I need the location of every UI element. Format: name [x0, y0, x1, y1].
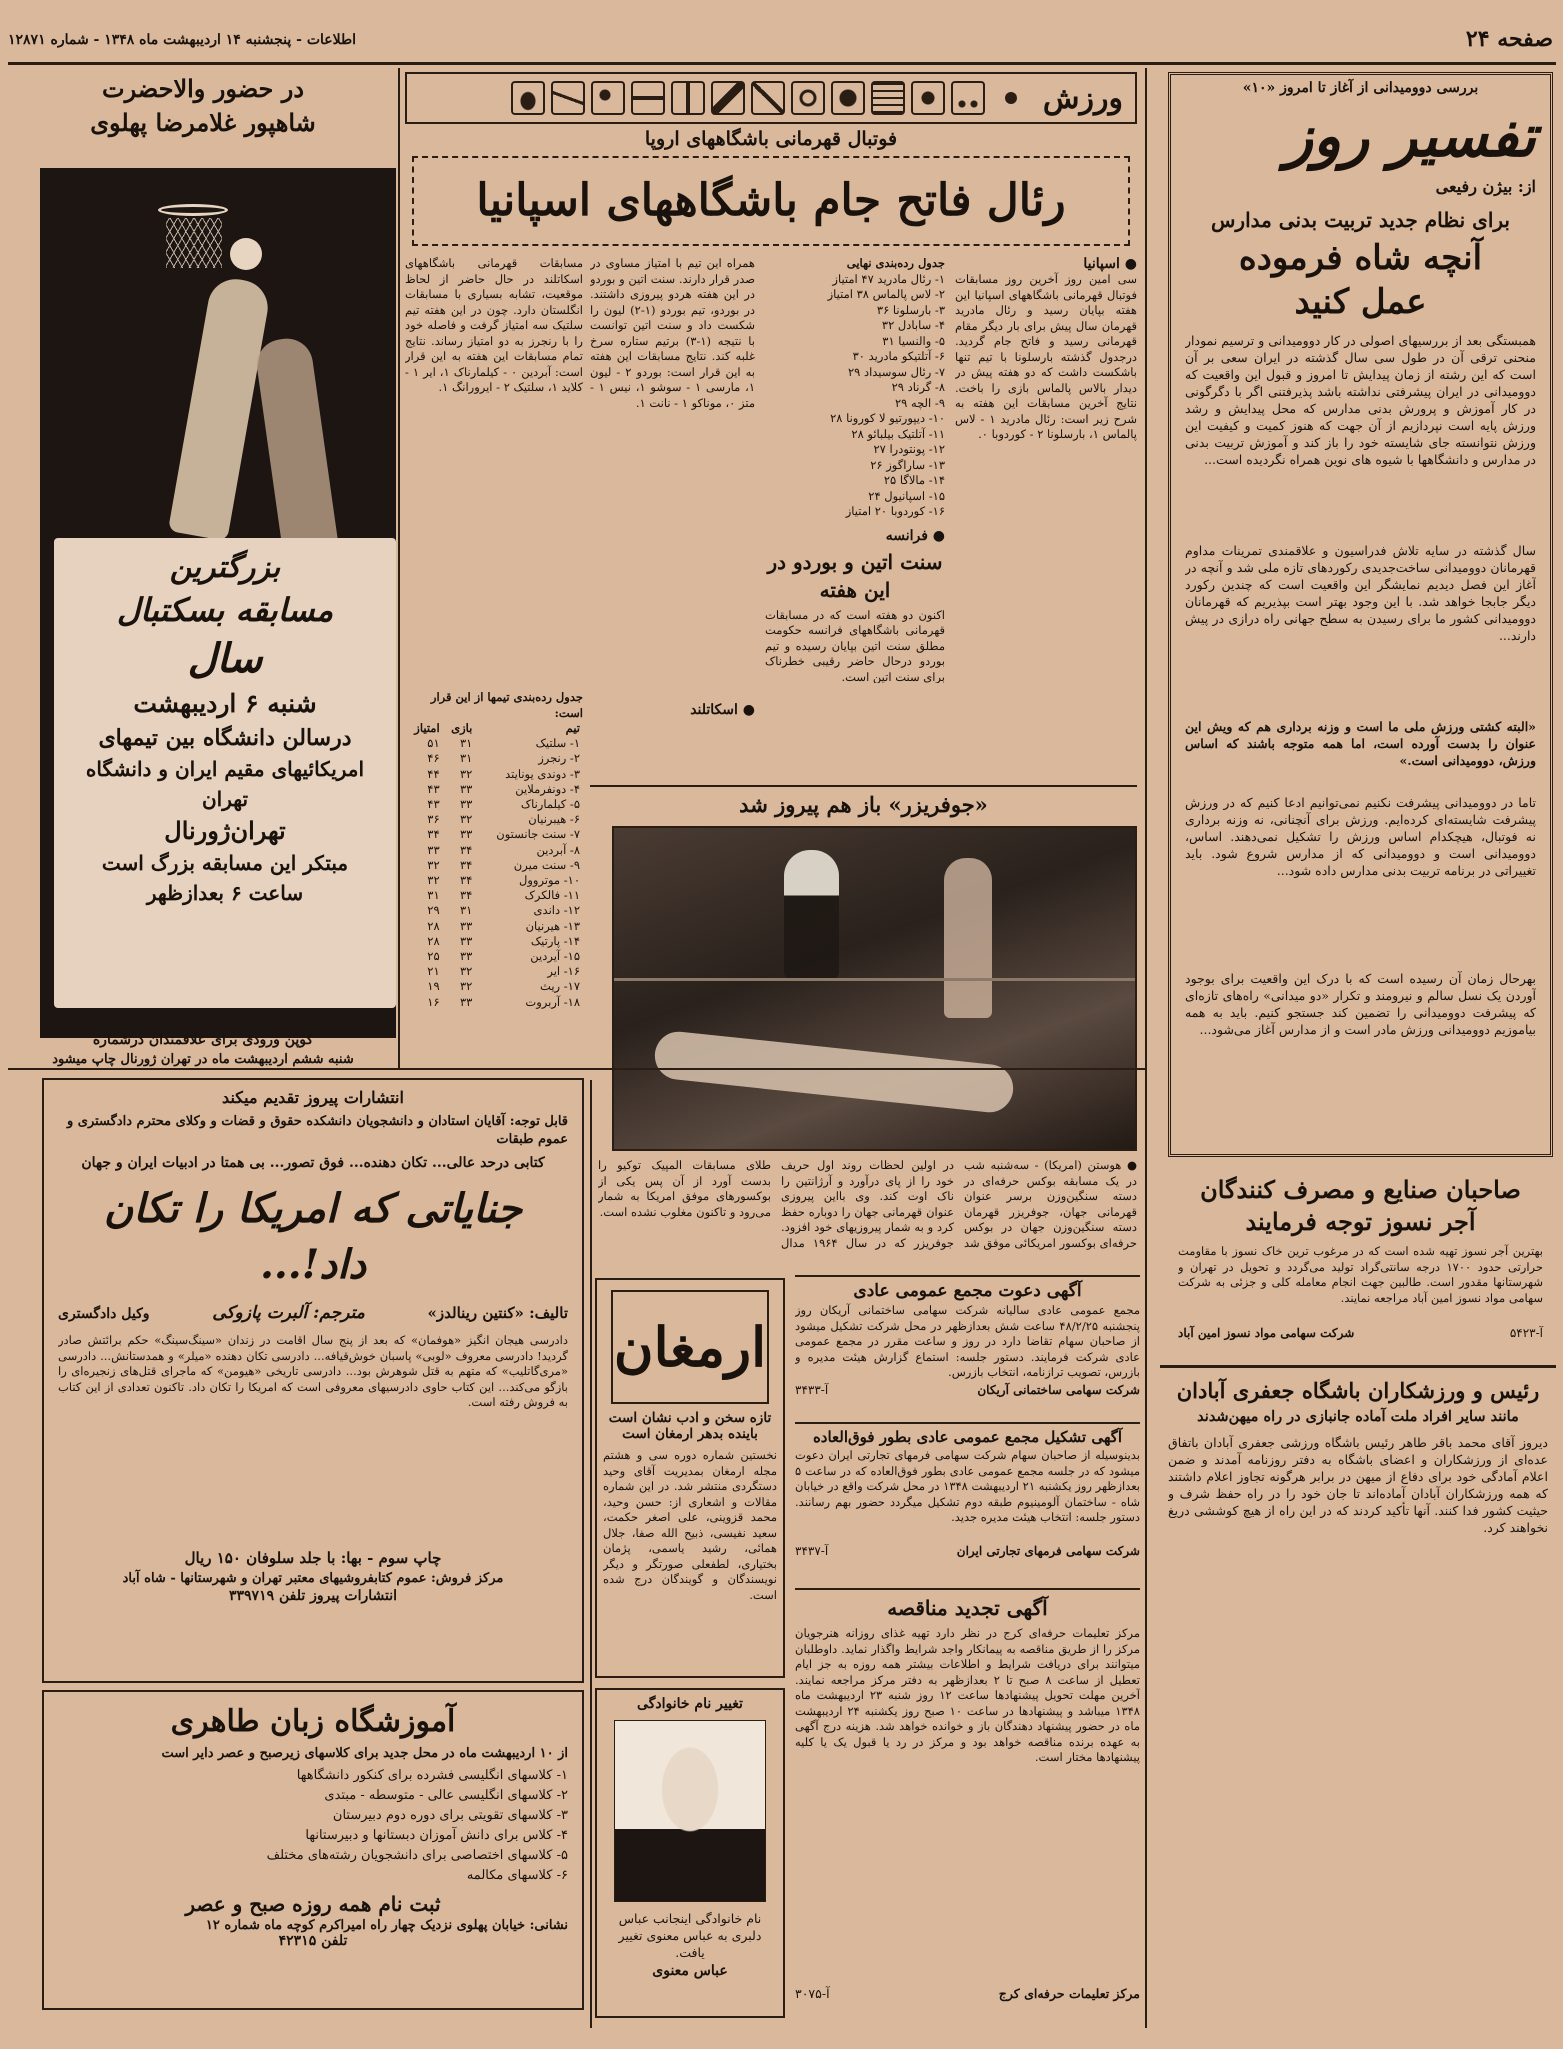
table-cell: ۱۵- آیردین	[530, 949, 580, 964]
table-cell: ۳۶	[427, 812, 440, 827]
table-cell: ۳۳	[460, 797, 473, 812]
brick-ad-body: بهترین آجر نسوز تهیه شده است که در مرغوب ترین خاک نسوز با مقاومت حرارتی حدود ۱۷۰۰ درجه سانتی‌گراد تولید می‌گردد و تحویل در تهران و شهرستانها مقدور است. طالبین جهت انجام معامله کلی و جزئی به شرکت سهامی مواد نسوز امین آباد مراجعه نمایند.	[1178, 1244, 1543, 1305]
sports-banner	[405, 72, 1137, 124]
athletics-icon	[671, 81, 705, 115]
table-cell: ۲۸	[427, 933, 440, 948]
book-ad-title: جنایاتی که امریکا را تکان داد!...	[103, 1185, 523, 1288]
table-cell: ۱۳- هیرنیان	[525, 918, 580, 933]
france-text: اکنون دو هفته است که در مسابقات قهرمانی باشگاههای فرانسه حکومت مطلق سنت اتین بپایان رسیده و تیم بوردو درحال حاضر رقیبی خطرناک برای سنت اتین است.	[765, 607, 945, 683]
book-ad-translator-role: وکیل دادگستری	[58, 1306, 150, 1322]
book-ad-tagline: کتابی درحد عالی... تکان دهنده... فوق تصور... بی همتا در ادبیات ایران و جهان	[81, 1155, 545, 1171]
skiing-icon	[551, 81, 585, 115]
ad-white-card	[54, 538, 396, 1008]
name-change-title: تغییر نام خانوادگی	[637, 1696, 743, 1712]
table-cell: ۳۴	[460, 888, 473, 903]
ring-ropes	[614, 978, 1137, 981]
football-headline: رئال فاتح جام باشگاههای اسپانیا	[476, 175, 1066, 226]
table-cell: ۳۲	[460, 964, 473, 979]
basketball-ad-title-2: مسابقه بسکتبال	[116, 591, 334, 629]
standings-row: ۲- لاس پالماس ۳۸ امتیاز	[827, 287, 945, 301]
standings-row: ۱۴- مالاگا ۲۵	[883, 473, 945, 487]
book-ad-sales: مرکز فروش: عموم کتابفروشیهای معتبر تهران و شهرستانها - شاه آباد	[122, 1571, 504, 1586]
book-ad-publisher: انتشارات پیروز تقدیم میکند	[222, 1088, 404, 1107]
list-item: ۲- کلاسهای انگلیسی عالی - متوسطه - مبتدی	[324, 1787, 568, 1803]
table-cell: ۳۳	[460, 949, 473, 964]
table-cell: ۲۱	[427, 964, 440, 979]
basketball-ball-icon	[230, 238, 262, 270]
basketball-ad-date: شنبه ۶ اردیبهشت	[133, 689, 317, 718]
table-row	[405, 903, 583, 918]
abadan-news-sub: مانند سایر افراد ملت آماده جانبازی در راه میهن‌شدند	[1197, 1408, 1519, 1425]
brick-ad	[1168, 1170, 1553, 1360]
table-cell: ۴۳	[427, 781, 440, 796]
table-row	[405, 827, 583, 842]
football-col-1	[955, 256, 1137, 786]
table-row	[405, 843, 583, 858]
basketball-ad-coupon-2: شنبه ششم اردیبهشت ماه در تهران ژورنال چاپ میشود	[52, 1052, 354, 1067]
tender-title: آگهی تجدید مناقصه	[887, 1596, 1048, 1620]
tafsir-headline-2: عمل کنید	[1294, 281, 1427, 322]
tafsir-logo	[1185, 103, 1536, 169]
standings-row: ۵- والنسیا ۳۱	[882, 333, 945, 348]
standings-row: ۶- آتلتیکو مادرید ۳۰	[852, 349, 945, 363]
table-header-cell: بازی	[451, 721, 473, 735]
table-row	[405, 873, 583, 888]
abadan-news-title: رئیس و ورزشکاران باشگاه جعفری آبادان	[1176, 1378, 1540, 1403]
tafsir-kicker: بررسی دوومیدانی از آغاز تا امروز «۱۰»	[1242, 80, 1479, 96]
table-cell: ۴- دونفرملاین	[515, 781, 580, 796]
table-cell: ۳۴	[460, 842, 473, 857]
table-row	[405, 751, 583, 766]
table-cell: ۱۶- ایر	[547, 964, 580, 979]
table-cell: ۳۱	[460, 751, 473, 766]
table-cell: ۴۳	[427, 797, 440, 812]
table-row	[405, 736, 583, 751]
football-col-2	[765, 256, 945, 766]
table-cell: ۴۴	[427, 766, 440, 781]
france-head: سنت اتین و بوردو در این هفته	[767, 549, 943, 602]
tafsir-body-1: همبستگی بعد از بررسیهای اصولی در کار دوومیدانی و ترسیم نمودار منحنی ترقی آن در طول سی سال گذشته در ایران سعی بر آن است که این رشته از زمان پیدایش تا امروز و قبول این واقعیت که دوومیدانی در ایران پیشرفتی نداشته باشد پذیرفتنی اگر با دگرگونی در کار آموزش و پرورش بدنی مدارس که محل پیدایش و رشد ورزش پایه است نپردازیم از آن جهت که هنوز کمیت و کیفیت این ورزش نتوانسته جای شایسته خود را باز کند و آموزش تربیت بدنی در مدارس و دانشگاهها با شیوه های نوین همراه نگردیده است...	[1185, 332, 1536, 467]
brick-ad-title-2: آجر نسوز توجه فرمایند	[1245, 1207, 1476, 1236]
table-cell: ۲۵	[427, 949, 440, 964]
table-row	[405, 812, 583, 827]
table-cell: ۳۴	[460, 873, 473, 888]
basketball-hoop-icon	[158, 204, 228, 216]
notice2-body: بدینوسیله از صاحبان سهام شرکت سهامی فرمهای تجارتی ایران دعوت میشود که در جلسه مجمع عمومی عادی بطور فوق‌العاده که در ساعت ۵ بعدازظهر روز یکشنبه ۲۱ اردیبهشت ۱۳۴۸ در محل شرکت واقع در خیابان شاه - ساختمان آلومینیوم طبقه دوم تشکیل میگردد حضور بهم رسانند. دستور جلسه: انتخاب هیئت مدیره جدید.	[795, 1448, 1140, 1524]
referee-figure	[784, 850, 839, 980]
table-cell: ۳۳	[460, 918, 473, 933]
basketball-ad	[8, 72, 398, 1072]
standings-row: ۳- بارسلونا ۳۶	[876, 302, 945, 317]
sports-banner-dot	[1005, 92, 1017, 104]
standings-row: ۱۶- کوردوبا ۲۰ امتیاز	[845, 504, 945, 518]
book-ad-contact: انتشارات پیروز تلفن ۳۳۹۷۱۹	[229, 1588, 397, 1604]
table-cell: ۳۴	[427, 827, 440, 842]
basketball-ad-panel	[40, 168, 396, 1038]
tafsir-byline: از: بیژن رفیعی	[1435, 176, 1536, 196]
language-school-address: نشانی: خیابان پهلوی نزدیک چهار راه امیراکرم کوچه ماه شماره ۱۲	[205, 1917, 568, 1933]
tafsir-body-4: بهرحال زمان آن رسیده است که با درک این واقعیت برای بوجود آوردن یک نسل سالم و نیرومند و تکرار «دو میدانی» راه‌های تازه‌ای که پیشرفت دوومیدانی را تضمین کند جستجو کنیم. باید به همه بیاموزیم دوومیدانی ورزش مادر است و از مدارس آغاز می‌شود...	[1185, 970, 1536, 1037]
sports-icon-strip	[511, 81, 985, 115]
table-cell: ۳۳	[460, 781, 473, 796]
notice1-title: آگهی دعوت مجمع عمومی عادی	[853, 1281, 1082, 1301]
france-label: ● فرانسه	[885, 527, 945, 544]
table-cell: ۵- کیلمارناک	[520, 797, 580, 812]
notice2-code: آ-۳۴۳۷	[795, 1544, 829, 1558]
scotland-table	[405, 721, 583, 1010]
boxer-down	[652, 1029, 1015, 1114]
language-school-register: ثبت نام همه روزه صبح و عصر	[185, 1891, 441, 1916]
standings-row: ۴- سابادل ۳۲	[881, 318, 945, 332]
standings-row: ۸- گرناد ۲۹	[891, 380, 945, 394]
table-cell: ۱۶	[427, 994, 440, 1009]
basketball-ad-top-1: در حضور والاحضرت	[101, 74, 305, 103]
table-cell: ۳۳	[427, 842, 440, 857]
book-ad	[42, 1078, 584, 1683]
list-item: ۴- کلاس برای دانش آموزان دبستانها و دبیرستانها	[305, 1827, 568, 1843]
table-cell: ۳۱	[460, 903, 473, 918]
abadan-news	[1160, 1372, 1556, 2022]
swimming-icon	[871, 81, 905, 115]
tafsir-box	[1168, 72, 1553, 1157]
brick-ad-code: آ-۵۴۲۳	[1509, 1326, 1543, 1340]
spain-standings	[765, 272, 945, 520]
tafsir-logo-text: تفسیر روز	[1285, 101, 1536, 170]
book-ad-credits	[58, 1303, 568, 1323]
table-cell: ۳۲	[460, 812, 473, 827]
football-col-4	[405, 256, 583, 1051]
table-row	[405, 934, 583, 949]
armaghan-ad	[595, 1278, 785, 1678]
football-mid-text: همراه این تیم با امتیاز مساوی در صدر قرار دارند. سنت اتین و بوردو در این هفته هردو پیروزی داشتند. در بوردو، تیم بوردو (۱-۲) لیون را شکست داد و سنت اتین توانست با نتیجه (۱-۳) برتیم ستاره سرخ غلبه کند. نتایج مسابقات این هفته به این قرار است: بوردو ۲ - لیون ۱، مارسی ۱ - سوشو ۱، نیس ۱ - متز ۰، موناکو ۱ - نانت ۱.	[590, 256, 755, 410]
table-cell: ۳۲	[427, 873, 440, 888]
table-cell: ۴۶	[427, 751, 440, 766]
table-cell: ۵۱	[427, 736, 440, 751]
column-divider-right	[1145, 68, 1147, 2028]
table-cell: ۹- سنت میرن	[513, 857, 580, 872]
name-change-ad	[595, 1688, 785, 2018]
volleyball-icon	[751, 81, 785, 115]
standings-row: ۱۰- دیپورتیو لا کورونا ۲۸	[830, 411, 945, 425]
basketball-ad-title-3: سال	[187, 635, 263, 682]
boxing-icon	[911, 81, 945, 115]
sports-banner-title: ورزش	[1042, 80, 1123, 116]
boxing-photo	[612, 826, 1137, 1151]
book-ad-price: چاپ سوم - بها: با جلد سلوفان ۱۵۰ ریال	[184, 1549, 442, 1567]
table-cell: ۱۷- ریث	[540, 979, 580, 994]
table-cell: ۱۴- پارتیک	[530, 933, 580, 948]
brick-ad-footer	[1178, 1326, 1543, 1340]
table-cell: ۱- سلتیک	[535, 736, 580, 751]
book-ad-desc: دادرسی هیجان انگیز «هوفمان» که بعد از پنج سال اقامت در زندان «سینگ‌سینگ» حکم برائتش صادر گردید! دادرسی معروف «لوبی» پاسبان خوش‌قیافه... دادرسی تکان دهنده «میلر» و همدستانش... دادرسی «مری‌گاتلیب» که متهم به قتل شوهرش بود... دادرسی تاریخی «هیومن» که ماجرای قتل‌های زنجیره‌ای را بازگو می‌کند... این کتاب حاوی دادرسیهای معروفی است که امریکا را تکان داد. تاکنون تعدادی از این کتاب به فروش رفته است.	[58, 1333, 568, 1409]
brick-ad-rule	[1160, 1365, 1556, 1368]
page-number: صفحه ۲۴	[1465, 26, 1553, 52]
name-change-body: نام خانوادگی اینجانب عباس دلبری به عباس معنوی تغییر یافت.	[618, 1911, 762, 1960]
table-cell: ۳۱	[427, 888, 440, 903]
standings-row: ۹- الچه ۲۹	[894, 395, 945, 410]
football-icon	[791, 81, 825, 115]
table-cell: ۲- رنجرز	[538, 751, 580, 766]
brick-ad-title-1: صاحبان صنایع و مصرف کنندگان	[1200, 1175, 1521, 1204]
notice2-footer	[795, 1544, 1140, 1558]
notice-extraordinary-meeting	[795, 1422, 1140, 1580]
left-section-rule	[8, 1068, 1145, 1070]
armaghan-logo: ارمغان	[611, 1290, 769, 1404]
standings-row: ۷- رئال سوسیداد ۲۹	[847, 364, 945, 379]
tender-code: آ-۳۰۷۵	[795, 1986, 830, 2001]
portrait-photo	[614, 1720, 766, 1902]
table-cell: ۱۰- موتروول	[518, 873, 580, 888]
scotland-text: مسابقات قهرمانی باشگاههای اسکاتلند در حال حاضر از لحاظ موقعیت، تشابه بسیاری با مسابقات انگلستان دارد. چون در این هفته تیم سلتیک سه امتیاز گرفت و فاصله خود را با رنجرز به دو امتیاز رساند. نتایج تمام مسابقات این هفته به این قرار است: آبردین ۰ - کیلمارناک ۱، ایر ۱ - کلاید ۱، سلتیک ۲ - ایرورانگ ۱.	[405, 256, 583, 394]
table-cell: ۱۸- آربروت	[525, 994, 580, 1009]
table-cell: ۳۱	[460, 736, 473, 751]
armaghan-tagline-2: باینده بدهر ارمغان است	[622, 1426, 758, 1442]
standings-row: ۱۱- آتلتیک بیلبائو ۲۸	[851, 426, 945, 441]
basketball-ad-initiator: مبتکر این مسابقه بزرگ است	[101, 851, 349, 875]
table-cell: ۸- آبردین	[536, 842, 580, 857]
table-cell: ۲۸	[427, 918, 440, 933]
bicycle-icon	[951, 81, 985, 115]
masthead-line: اطلاعات - پنجشنبه ۱۴ اردیبهشت ماه ۱۳۴۸ - شماره ۱۲۸۷۱	[8, 32, 357, 48]
table-cell: ۱۱- فالکرک	[524, 888, 580, 903]
language-school-title: آموزشگاه زبان طاهری	[170, 1704, 456, 1739]
table-cell: ۳۳	[460, 933, 473, 948]
table-header-row	[405, 721, 583, 736]
notice1-body: مجمع عمومی عادی سالیانه شرکت سهامی ساختمانی آریکان روز پنجشنبه ۴۸/۲/۲۵ ساعت شش بعدازظهر در محل شرکت تشکیل میشود از صاحبان سهام تقاضا دارد در روز و ساعت مقرر در مجمع عمومی عادی شرکت فرمایند. دستور جلسه: استماع گزارش هیئت مدیره و بازرس، تصویب ترازنامه، انتخاب بازرس.	[795, 1303, 1140, 1379]
standings-title: جدول رده‌بندی نهایی	[846, 256, 945, 270]
table-row	[405, 979, 583, 994]
table-row	[405, 919, 583, 934]
scotland-label: ● اسکاتلند	[690, 702, 755, 718]
list-item: ۳- کلاسهای تقویتی برای دوره دوم دبیرستان	[332, 1807, 568, 1823]
wrestling-icon	[711, 81, 745, 115]
abadan-news-body: دیروز آقای محمد باقر طاهر رئیس باشگاه ورزشی جعفری آبادان باتفاق عده‌ای از ورزشکاران و اعضای باشگاه به دفتر روزنامه آمدند و ضمن اعلام آمادگی خود برای دفاع از میهن در برابر هرگونه تجاوز اعلام داشتند که همه ورزشکاران آبادان آماده‌اند تا جان خود را در راه حفظ شرف و حیثیت کشور فدا کنند. آنها تأکید کردند که در این راه از هیچ کوششی دریغ نخواهند کرد.	[1168, 1435, 1548, 1535]
standings-row: ۱۲- پونتودرا ۲۷	[873, 442, 945, 456]
page-header	[0, 18, 1563, 62]
notice1-footer	[795, 1383, 1140, 1397]
basketball-net	[166, 218, 222, 268]
table-row	[405, 995, 583, 1010]
rowing-icon	[631, 81, 665, 115]
tender-body: مرکز تعلیمات حرفه‌ای کرج در نظر دارد تهیه غذای روزانه هنرجویان مرکز را از طریق مناقصه به پیمانکار واجد شرایط واگذار نماید. داوطلبان میتوانند برای دریافت شرایط و اطلاعات بیشتر همه روزه به جز ایام تعطیل از ساعت ۸ صبح تا ۲ بعدازظهر به دفتر مرکز مراجعه نمایند. آخرین مهلت تحویل پیشنهادها ساعت ۱۲ روز شنبه ۲۳ اردیبهشت ماه ۱۳۴۸ میباشد و پیشنهادها در ساعت ۱۰ صبح روز یکشنبه ۲۴ اردیبهشت ماه در حضور پیشنهاد دهندگان باز و خوانده خواهد شد. هزینه درج آگهی به عهده برنده مناقصه خواهد بود و مرکز در رد یا قبول یک یا کلیه پیشنهادها مختار است.	[795, 1626, 1140, 1764]
table-cell: ۱۲- داندی	[533, 903, 580, 918]
table-row	[405, 964, 583, 979]
table-row	[405, 767, 583, 782]
notice1-sign: شرکت سهامی ساختمانی آریکان	[977, 1383, 1140, 1397]
basketball-ad-venue-3: تهران	[201, 787, 249, 811]
basketball-ad-sponsor: تهران‌ژورنال	[164, 816, 286, 845]
spain-text: سی امین روز آخرین روز مسابقات فوتبال قهرمانی باشگاههای اسپانیا این هفته بپایان رسید و رئال مادرید قهرمان سال پیش برای بار دیگر مقام قهرمانی رسید و فاتح جام گردید. درجدول گذشته بارسلونا با تیم تنها باشکست داشت که دو هفته پیش در دیدار بالاس پالماس بازی را باخت. نتایج آخرین مسابقات این هفته به شرح زیر است: رئال مادرید ۱ - لاس پالماس ۱، بارسلونا ۲ - کوردوبا ۰.	[955, 272, 1137, 441]
table-cell: ۳- دوندی یونایتد	[505, 766, 580, 781]
tafsir-body-2: سال گذشته در سایه تلاش فدراسیون و علاقمندی تمرینات مداوم قهرمانان دوومیدانی ساخت‌جدیدی رکوردهای تازه ملی شد و آنچه در آغاز این فصل دیدیم نمایشگر این واقعیت است که چندین رکورد دیگر جابجا خواهد شد. با این وجود بهتر است بپذیریم که قهرمانان دوومیدانی کشور ما برای رسیدن به سطح جهانی راه درازی در پیش دارند...	[1185, 542, 1536, 643]
basketball-ad-coupon-1: کوپن ورودی برای علاقمندان درشماره	[92, 1032, 314, 1048]
header-rule	[8, 62, 1556, 65]
notice1-code: آ-۳۴۳۳	[795, 1383, 829, 1397]
table-cell: ۷- سنت جانستون	[496, 827, 580, 842]
notice-tender	[795, 1588, 1140, 2020]
table-cell: ۳۳	[460, 994, 473, 1009]
standings-row: ۱۳- ساراگوز ۲۶	[870, 457, 945, 472]
basketball-ad-time: ساعت ۶ بعدازظهر	[146, 881, 304, 905]
basketball-ad-title-1: بزرگترین	[169, 550, 281, 585]
notice2-sign: شرکت سهامی فرمهای تجارتی ایران	[956, 1544, 1140, 1558]
name-change-sign: عباس معنوی	[652, 1963, 728, 1979]
boxing-top-rule	[590, 785, 1137, 787]
column-divider-mid	[590, 1080, 592, 2028]
tafsir-body-3: تاما در دوومیدانی پیشرفت نکنیم نمی‌توانیم ادعا کنیم که در ورزش پیشرفت شایسته‌ای کرده‌ایم. ورزش برای آنچنانی، نه وزنه برداری نه فوتبال، هیچکدام اساس ورزش را تشکیل نمی‌دهند. اساس، دوومیدانی است و دوومیدانی که از مدارس شروع شود. باید تغییراتی در برنامه تربیت بدنی مدارس داده شود...	[1185, 794, 1536, 878]
spain-label: ● اسپانیا	[1083, 256, 1137, 272]
football-kicker: فوتبال قهرمانی باشگاههای اروپا	[644, 128, 898, 150]
table-header-cell: تیم	[565, 721, 580, 735]
tafsir-headline-1: آنچه شاه فرموده	[1238, 237, 1483, 278]
tafsir-quote: «البته کشتی ورزش ملی ما است و وزنه برداری هم که ویش این عنوان را بدست آورده است، اما همه متوجه باشند که اساس ورزش، دوومیدانی است.»	[1185, 718, 1536, 768]
football-headline-box	[412, 156, 1130, 246]
table-cell: ۳۲	[460, 979, 473, 994]
table-cell: ۲۹	[427, 903, 440, 918]
list-item: ۱- کلاسهای انگلیسی فشرده برای کنکور دانشگاهها	[296, 1767, 568, 1783]
table-cell: ۶- هیبرنیان	[528, 812, 580, 827]
basketball-ad-venue-2: امریکائیهای مقیم ایران و دانشگاه	[85, 757, 365, 781]
table-row	[405, 797, 583, 812]
armaghan-tagline-1: تازه سخن و ادب نشان است	[608, 1410, 772, 1426]
basketball-ad-top-2: شاهپور غلامرضا پهلوی	[90, 108, 316, 137]
table-row	[405, 858, 583, 873]
table-cell: ۳۳	[460, 827, 473, 842]
brick-ad-sign: شرکت سهامی مواد نسوز امین آباد	[1178, 1326, 1355, 1340]
language-school-ad	[42, 1690, 584, 2010]
armaghan-body: نخستین شماره دوره سی و هشتم مجله ارمغان بمدیریت آقای وحید دستگردی منتشر شد. در این شماره مقالات و اشعاری از: حسن وحید، محمد قزوینی، علی اصغر حکمت، سعید نفیسی، ذبیح الله صفا، جلال همائی، رشید یاسمی، پژمان بختیاری، لطفعلی صورتگر و دیگر نویسندگان و گویندگان درج شده است.	[603, 1448, 777, 1602]
left-top-divider	[398, 68, 400, 1068]
table-header-cell: امتیاز	[414, 721, 440, 735]
tafsir-subhead: برای نظام جدید تربیت بدنی مدارس	[1211, 207, 1510, 232]
table-row	[405, 949, 583, 964]
book-ad-note: قابل توجه: آقایان استادان و دانشجویان دانشکده حقوق و قضات و وکلای محترم دادگستری و عموم طبقات	[66, 1114, 568, 1147]
tennis-icon	[591, 81, 625, 115]
standings-row: ۱۵- اسپانیول ۲۴	[868, 488, 945, 503]
horse-icon	[511, 81, 545, 115]
boxing-headline: «جوفریزر» باز هم پیروز شد	[739, 792, 988, 817]
table-row	[405, 782, 583, 797]
table-row	[405, 888, 583, 903]
list-item: ۶- کلاسهای مکالمه	[466, 1867, 568, 1883]
football-col-3	[590, 256, 755, 776]
table-cell: ۱۹	[427, 979, 440, 994]
notice-general-meeting	[795, 1275, 1140, 1417]
table-cell: ۳۲	[427, 857, 440, 872]
book-ad-author: تالیف: «کنتین رینالدز»	[427, 1304, 568, 1322]
basketball-ad-venue-1: درسالن دانشگاه بین تیمهای	[98, 725, 352, 751]
language-school-phone: تلفن ۴۲۳۱۵	[278, 1933, 348, 1949]
tender-sign: مرکز تعلیمات حرفه‌ای کرج	[998, 1986, 1140, 2001]
basketball-icon	[831, 81, 865, 115]
tender-footer	[795, 1986, 1140, 2001]
boxer-standing	[944, 858, 992, 1018]
table-cell: ۳۲	[460, 766, 473, 781]
standings-row: ۱- رئال مادرید ۴۷ امتیاز	[832, 271, 945, 286]
book-ad-translator: مترجم: آلبرت پازوکی	[212, 1303, 365, 1323]
notice2-title: آگهی تشکیل مجمع عمومی عادی بطور فوق‌العاده	[812, 1428, 1123, 1446]
boxing-caption: ● هوستن (امریکا) - سه‌شنبه شب در یک مسابقه بوکس حرفه‌ای در دسته سنگین‌وزن برسر عنوان قهرمانی جهان، جوفریزر قهرمان دسته سنگین‌وزن جهان در بوکس حرفه‌ای بوکسور امریکائی موفق شد در اولین لحظات روند اول حریف خود را از پای درآورد و آرژانتین را ناک اوت کند. وی بااین پیروزی عنوان قهرمانی جهان را دوباره حفظ کرد و به شمار پیروزیهای خود افزود. جوفریزر که در سال ۱۹۶۴ مدال طلای مسابقات المپیک توکیو را بدست آورد از آن پس یکی از بوکسورهای موفق امریکا به شمار می‌رود و تاکنون مغلوب نشده است.	[598, 1158, 1137, 1250]
table-cell: ۳۴	[460, 857, 473, 872]
player-jumping	[168, 275, 272, 541]
list-item: ۵- کلاسهای اختصاصی برای دانشجویان رشته‌های مختلف	[266, 1847, 568, 1863]
language-school-intro: از ۱۰ اردیبهشت ماه در محل جدید برای کلاسهای زیرصبح و عصر دایر است	[161, 1746, 568, 1761]
scotland-table-title: جدول رده‌بندی تیمها از این قرار است:	[430, 690, 583, 720]
language-school-list	[58, 1766, 568, 1886]
